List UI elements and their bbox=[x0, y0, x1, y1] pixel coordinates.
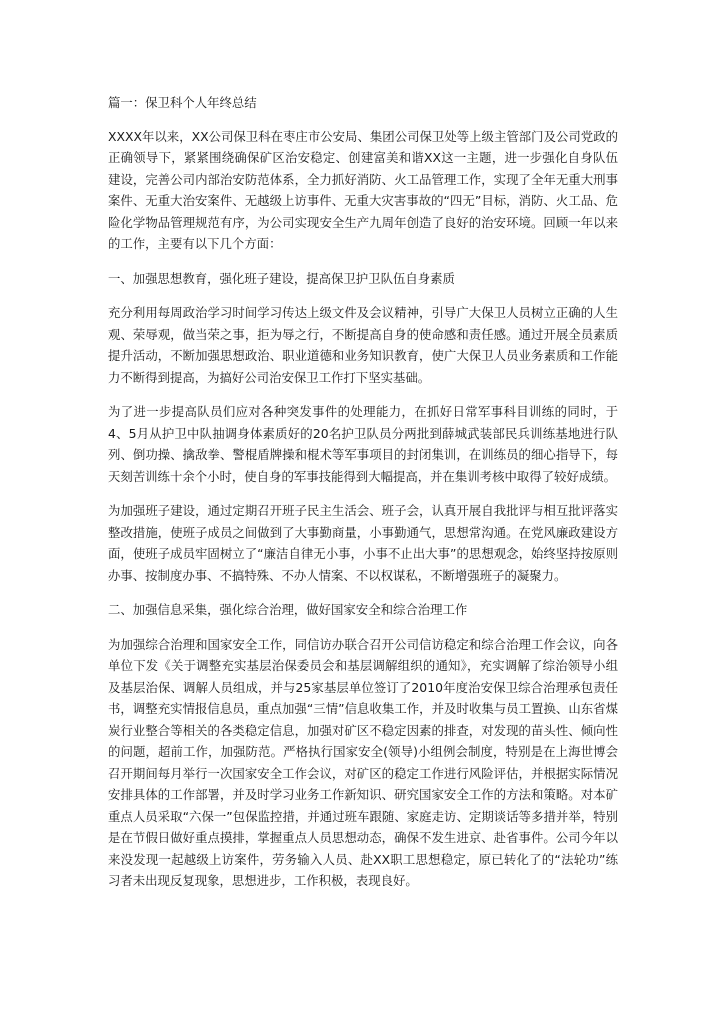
section-heading-2: 二、加强信息采集，强化综合治理，做好国家安全和综合治理工作 bbox=[108, 602, 468, 617]
intro-paragraph: XXXX年以来，XX公司保卫科在枣庄市公安局、集团公司保卫处等上级主管部门及公司党政的正确领导下，紧紧围绕确保矿区治安稳定、创建富美和谐XX这一主题，进一步强化自身队伍建设，完善公司内部治安防范体系，全力抓好消防、火工品管理工作，实现了全年无重大刑事案件、无重大治安案件、无越级上访事件、无重大灾害事故的“四无”目标，消防、火工品、危险化学物品管理规范有序，为公司实现安全生产九周年创造了良好的治安环境。回顾一年以来的工作，主要有以下几个方面： bbox=[108, 128, 618, 251]
section1-paragraph-2: 为了进一步提高队员们应对各种突发事件的处理能力，在抓好日常军事科目训练的同时，于4、5月从护卫中队抽调身体素质好的20名护卫队员分两批到薛城武装部民兵训练基地进行队列、倒功操、擒敌拳、警棍盾牌操和棍术等军事项目的封闭集训，在训练员的细心指导下，每天刻苦训练十余个小时，使自身的军事技能得到大幅提高，并在集训考核中取得了较好成绩。 bbox=[108, 404, 618, 484]
document-page bbox=[108, 92, 618, 905]
section1-paragraph-3: 为加强班子建设，通过定期召开班子民主生活会、班子会，认真开展自我批评与相互批评落实整改措施，使班子成员之间做到了大事勤商量，小事勤通气，思想常沟通。在党风廉政建设方面，使班子成员牢固树立了“廉洁自律无小事，小事不止出大事”的思想观念，始终坚持按原则办事、按制度办事、不搞特殊、不办人情案、不以权谋私，不断增强班子的凝聚力。 bbox=[108, 503, 618, 583]
section2-paragraph-1: 为加强综合治理和国家安全工作，同信访办联合召开公司信访稳定和综合治理工作会议，向各单位下发《关于调整充实基层治保委员会和基层调解组织的通知》，充实调解了综治领导小组及基层治保、调解人员组成，并与25家基层单位签订了2010年度治安保卫综合治理承包责任书，调整充实情报信息员，重点加强“三情”信息收集工作，并及时收集与员工置换、山东省煤炭行业整合等相关的各类稳定信息，加强对矿区不稳定因素的排查，对发现的苗头性、倾向性的问题，超前工作，加强防范。严格执行国家安全(领导)小组例会制度，特别是在上海世博会召开期间每月举行一次国家安全工作会议，对矿区的稳定工作进行风险评估，并根据实际情况安排具体的工作部署，并及时学习业务工作新知识、研究国家安全工作的方法和策略。对本矿重点人员采取“六保一”包保监控措，并通过班车跟随、家庭走访、定期谈话等多措并举，特别是在节假日做好重点摸排，掌握重点人员思想动态，确保不发生进京、赴省事件。公司今年以来没发现一起越级上访案件，劳务输入人员、赴XX职工思想稳定，原已转化了的“法轮功”练习者未出现反复现象，思想进步，工作积极，表现良好。 bbox=[108, 636, 618, 888]
section1-paragraph-1: 充分利用每周政治学习时间学习传达上级文件及会议精神，引导广大保卫人员树立正确的人生观、荣辱观，做当荣之事，拒为辱之行，不断提高自身的使命感和责任感。通过开展全员素质提升活动，不断加强思想政治、职业道德和业务知识教育，使广大保卫人员业务素质和工作能力不断得到提高，为搞好公司治安保卫工作打下坚实基础。 bbox=[108, 305, 618, 385]
document-title: 篇一：保卫科个人年终总结 bbox=[108, 95, 257, 110]
section-heading-1: 一、加强思想教育，强化班子建设，提高保卫护卫队伍自身素质 bbox=[108, 270, 455, 286]
